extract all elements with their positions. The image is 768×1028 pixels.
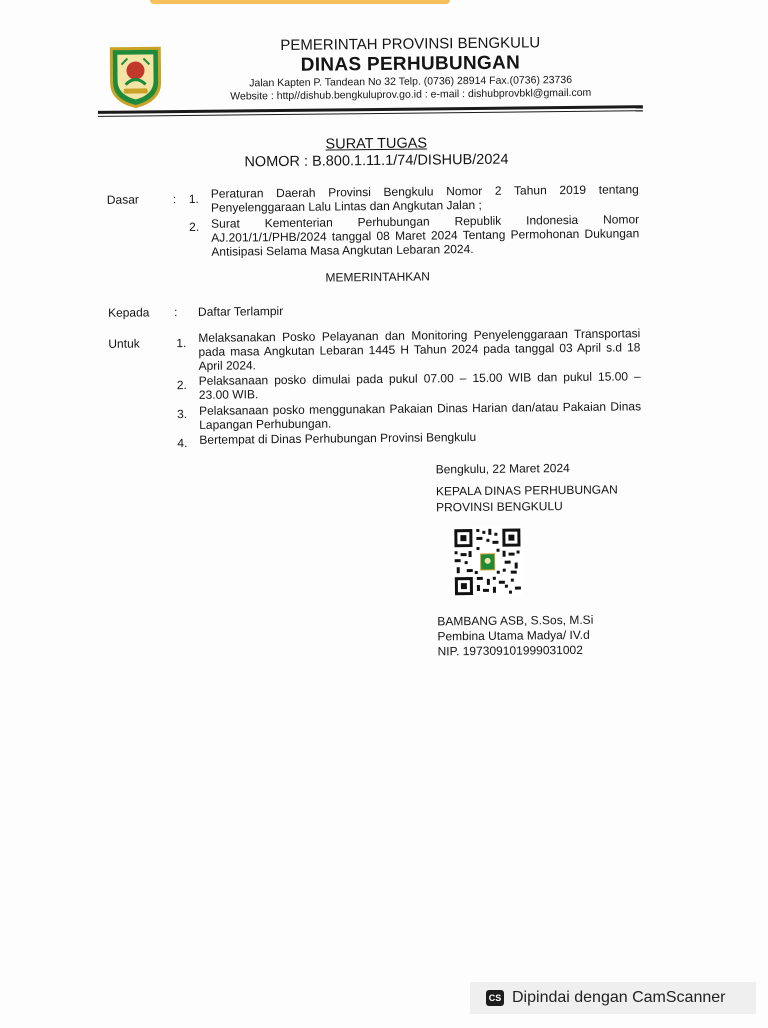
untuk-item-number: 1.	[176, 336, 187, 351]
signature-position-2: PROVINSI BENGKULU	[436, 499, 563, 515]
dasar-item-text: Surat Kementerian Perhubungan Republik Indonesia Nomor AJ.201/1/1/PHB/2024 tanggal 08 Maret 2024 Tentang Permohonan Dukungan Antisipasi Selama Masa Angkutan Lebaran 2024.	[211, 212, 640, 260]
letterhead	[175, 33, 646, 104]
command-heading: MEMERINTAHKAN	[325, 269, 430, 285]
camscanner-logo-icon: CS	[486, 990, 504, 1006]
dasar-colon: :	[172, 192, 177, 207]
dasar-item-number: 2.	[189, 219, 200, 234]
signatory-name: BAMBANG ASB, S.Sos, M.Si	[437, 612, 594, 629]
dasar-label: Dasar	[106, 192, 139, 207]
untuk-item-text: Pelaksanaan posko menggunakan Pakaian Dinas Harian dan/atau Pakaian Dinas Lapangan Perhubungan.	[198, 399, 642, 433]
untuk-item-text: Pelaksanaan posko dimulai pada pukul 07.00 – 15.00 WIB dan pukul 15.00 – 23.00 WIB.	[198, 369, 641, 403]
agency-name: DINAS PERHUBUNGAN	[300, 52, 521, 76]
province-emblem-icon	[107, 44, 164, 109]
camscanner-label: Dipindai dengan CamScanner	[512, 989, 726, 1006]
kepada-label: Kepada	[107, 305, 150, 320]
dasar-item-text: Peraturan Daerah Provinsi Bengkulu Nomor 2 Tahun 2019 tentang Penyelenggaraan Lalu Lintas dan Angkutan Jalan ;	[210, 182, 639, 215]
signature-place-date: Bengkulu, 22 Maret 2024	[435, 461, 570, 477]
document-type: SURAT TUGAS	[325, 135, 428, 153]
untuk-item-number: 2.	[176, 378, 187, 393]
government-name: PEMERINTAH PROVINSI BENGKULU	[280, 34, 541, 55]
qr-code-signature	[452, 527, 523, 598]
untuk-label: Untuk	[108, 336, 140, 351]
signatory-rank: Pembina Utama Madya/ IV.d	[437, 627, 590, 644]
dasar-item-number: 1.	[188, 191, 199, 206]
signature-position: KEPALA DINAS PERHUBUNGAN	[435, 482, 618, 499]
kepada-value: Daftar Terlampir	[197, 304, 284, 319]
untuk-item-number: 4.	[177, 436, 188, 451]
document-title	[146, 134, 606, 173]
untuk-item-number: 3.	[177, 407, 188, 422]
kepada-colon: :	[173, 305, 178, 320]
camscanner-watermark	[470, 982, 756, 1014]
signatory-nip: NIP. 197309101999031002	[437, 642, 583, 659]
document-number: NOMOR : B.800.1.11.1/74/DISHUB/2024	[244, 151, 509, 171]
agency-contact: Website : http//dishub.bengkuluprov.go.id : e-mail : dishubprovbkl@gmail.com	[230, 86, 592, 103]
untuk-item-text: Melaksanakan Posko Pelayanan dan Monitoring Penyelenggaraan Transportasi pada masa Angkutan Lebaran 1445 H Tahun 2024 pada tanggal 03 April s.d 18 April 2024.	[198, 326, 641, 374]
agency-address: Jalan Kapten P. Tandean No 32 Telp. (0736) 28914 Fax.(0736) 23736	[249, 73, 573, 90]
untuk-item-text: Bertempat di Dinas Perhubungan Provinsi Bengkulu	[199, 429, 477, 447]
